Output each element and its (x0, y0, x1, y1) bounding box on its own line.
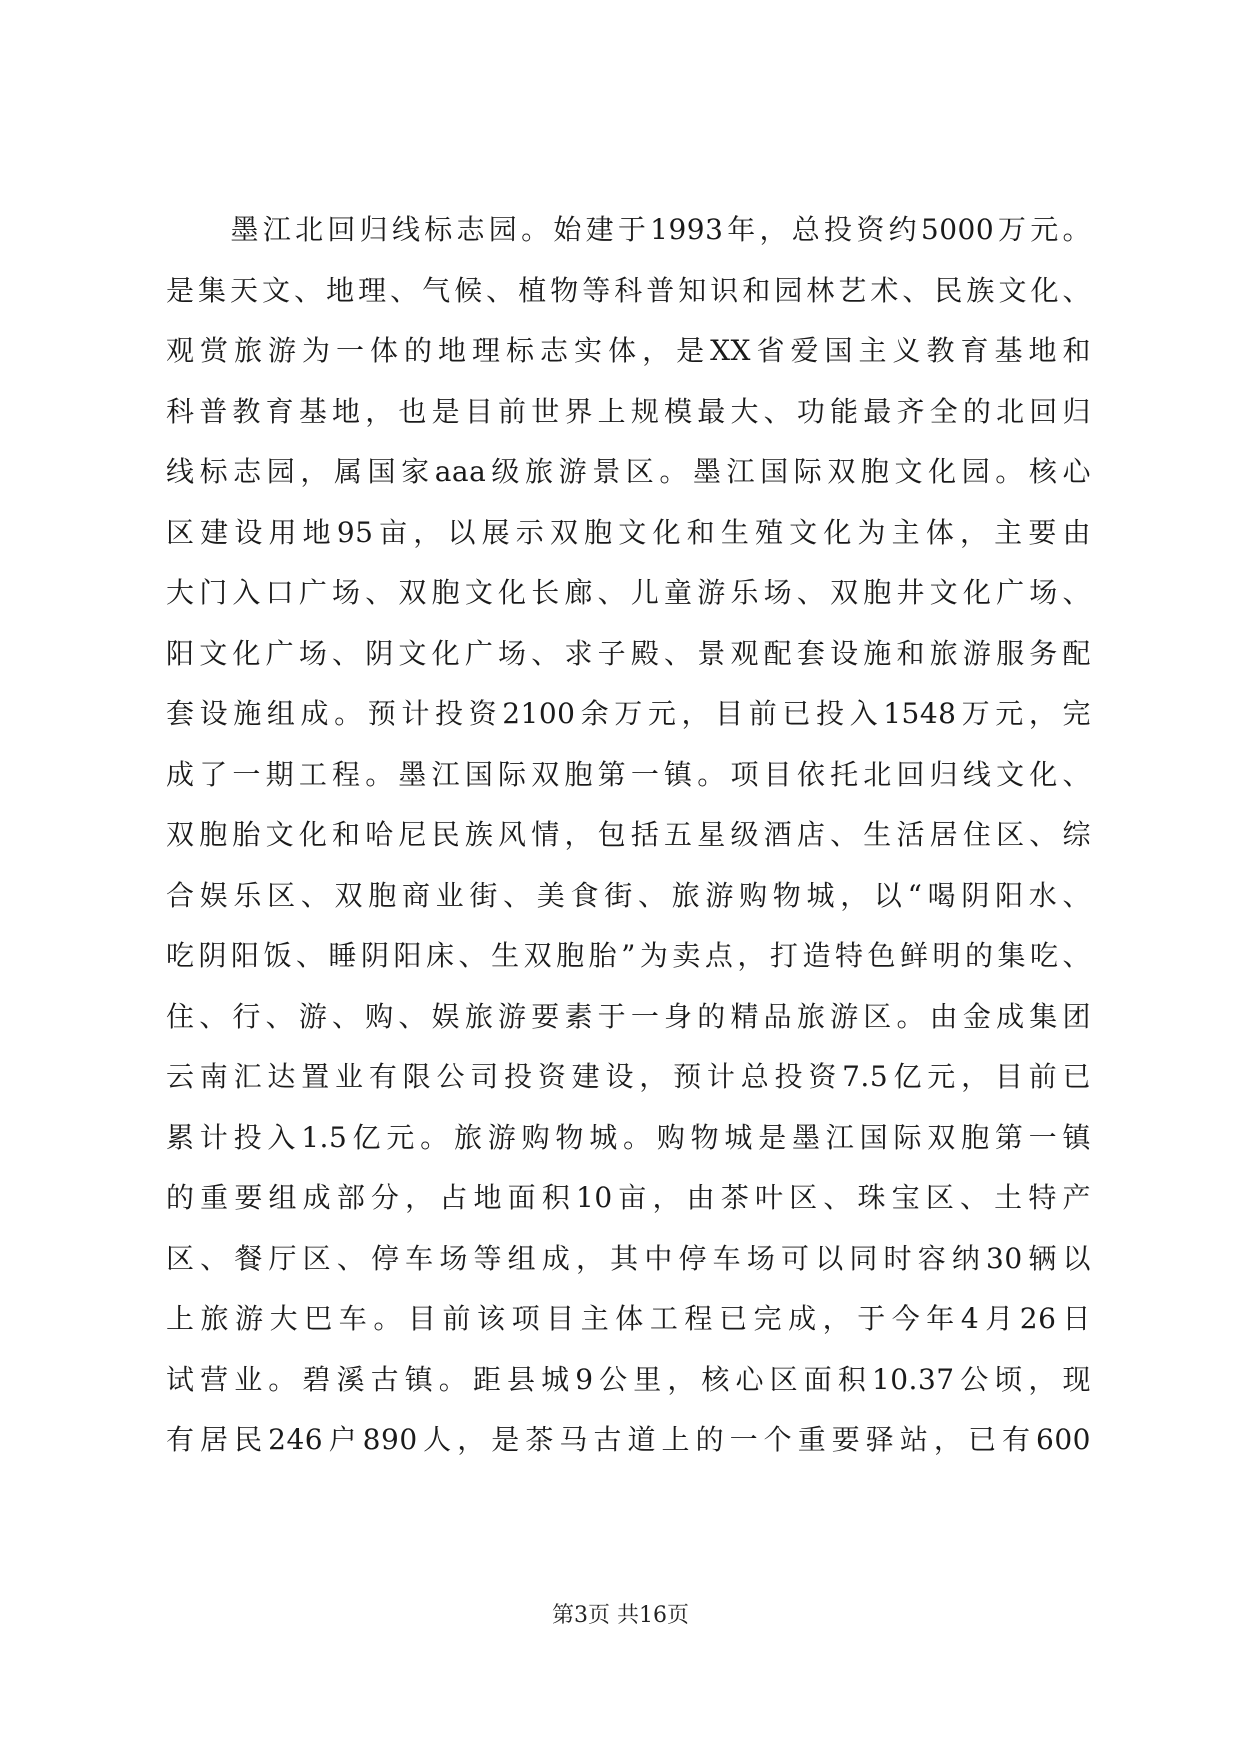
text-line: 科普教育基地，也是目前世界上规模最大、功能最齐全的北回归 (166, 394, 1091, 428)
text-line: 成了一期工程。墨江国际双胞第一镇。项目依托北回归线文化、 (166, 757, 1091, 791)
body-text (166, 200, 1091, 1471)
text-line: 试营业。碧溪古镇。距县城9公里，核心区面积10.37公顷，现 (166, 1362, 1091, 1396)
text-line: 上旅游大巴车。目前该项目主体工程已完成，于今年4月26日 (166, 1302, 1091, 1335)
text-line: 区、餐厅区、停车场等组成，其中停车场可以同时容纳30辆以 (166, 1241, 1091, 1275)
text-line: 是集天文、地理、气候、植物等科普知识和园林艺术、民族文化、 (166, 273, 1091, 307)
text-line: 区建设用地95亩，以展示双胞文化和生殖文化为主体，主要由 (166, 515, 1091, 549)
text-line: 的重要组成部分，占地面积10亩，由茶叶区、珠宝区、土特产 (166, 1181, 1091, 1214)
text-line: 吃阴阳饭、睡阴阳床、生双胞胎”为卖点，打造特色鲜明的集吃、 (166, 939, 1091, 972)
text-line: 线标志园，属国家aaa级旅游景区。墨江国际双胞文化园。核心 (166, 455, 1091, 488)
text-line: 有居民246户890人，是茶马古道上的一个重要驿站，已有600 (166, 1423, 1091, 1456)
text-line: 观赏旅游为一体的地理标志实体，是XX省爱国主义教育基地和 (166, 334, 1091, 367)
text-line: 合娱乐区、双胞商业街、美食街、旅游购物城，以“喝阴阳水、 (166, 878, 1091, 912)
text-line: 住、行、游、购、娱旅游要素于一身的精品旅游区。由金成集团 (166, 999, 1091, 1033)
text-line: 累计投入1.5亿元。旅游购物城。购物城是墨江国际双胞第一镇 (166, 1120, 1091, 1154)
text-line: 大门入口广场、双胞文化长廊、儿童游乐场、双胞井文化广场、 (166, 576, 1091, 609)
page-number-footer: 第3页 共16页 (552, 1603, 689, 1628)
text-line: 云南汇达置业有限公司投资建设，预计总投资7.5亿元，目前已 (166, 1060, 1091, 1093)
text-line: 阳文化广场、阴文化广场、求子殿、景观配套设施和旅游服务配 (166, 636, 1091, 670)
text-line: 墨江北回归线标志园。始建于1993年，总投资约5000万元。 (166, 213, 1091, 246)
text-line: 双胞胎文化和哈尼民族风情，包括五星级酒店、生活居住区、综 (166, 818, 1091, 851)
text-line: 套设施组成。预计投资2100余万元，目前已投入1548万元，完 (166, 697, 1091, 730)
